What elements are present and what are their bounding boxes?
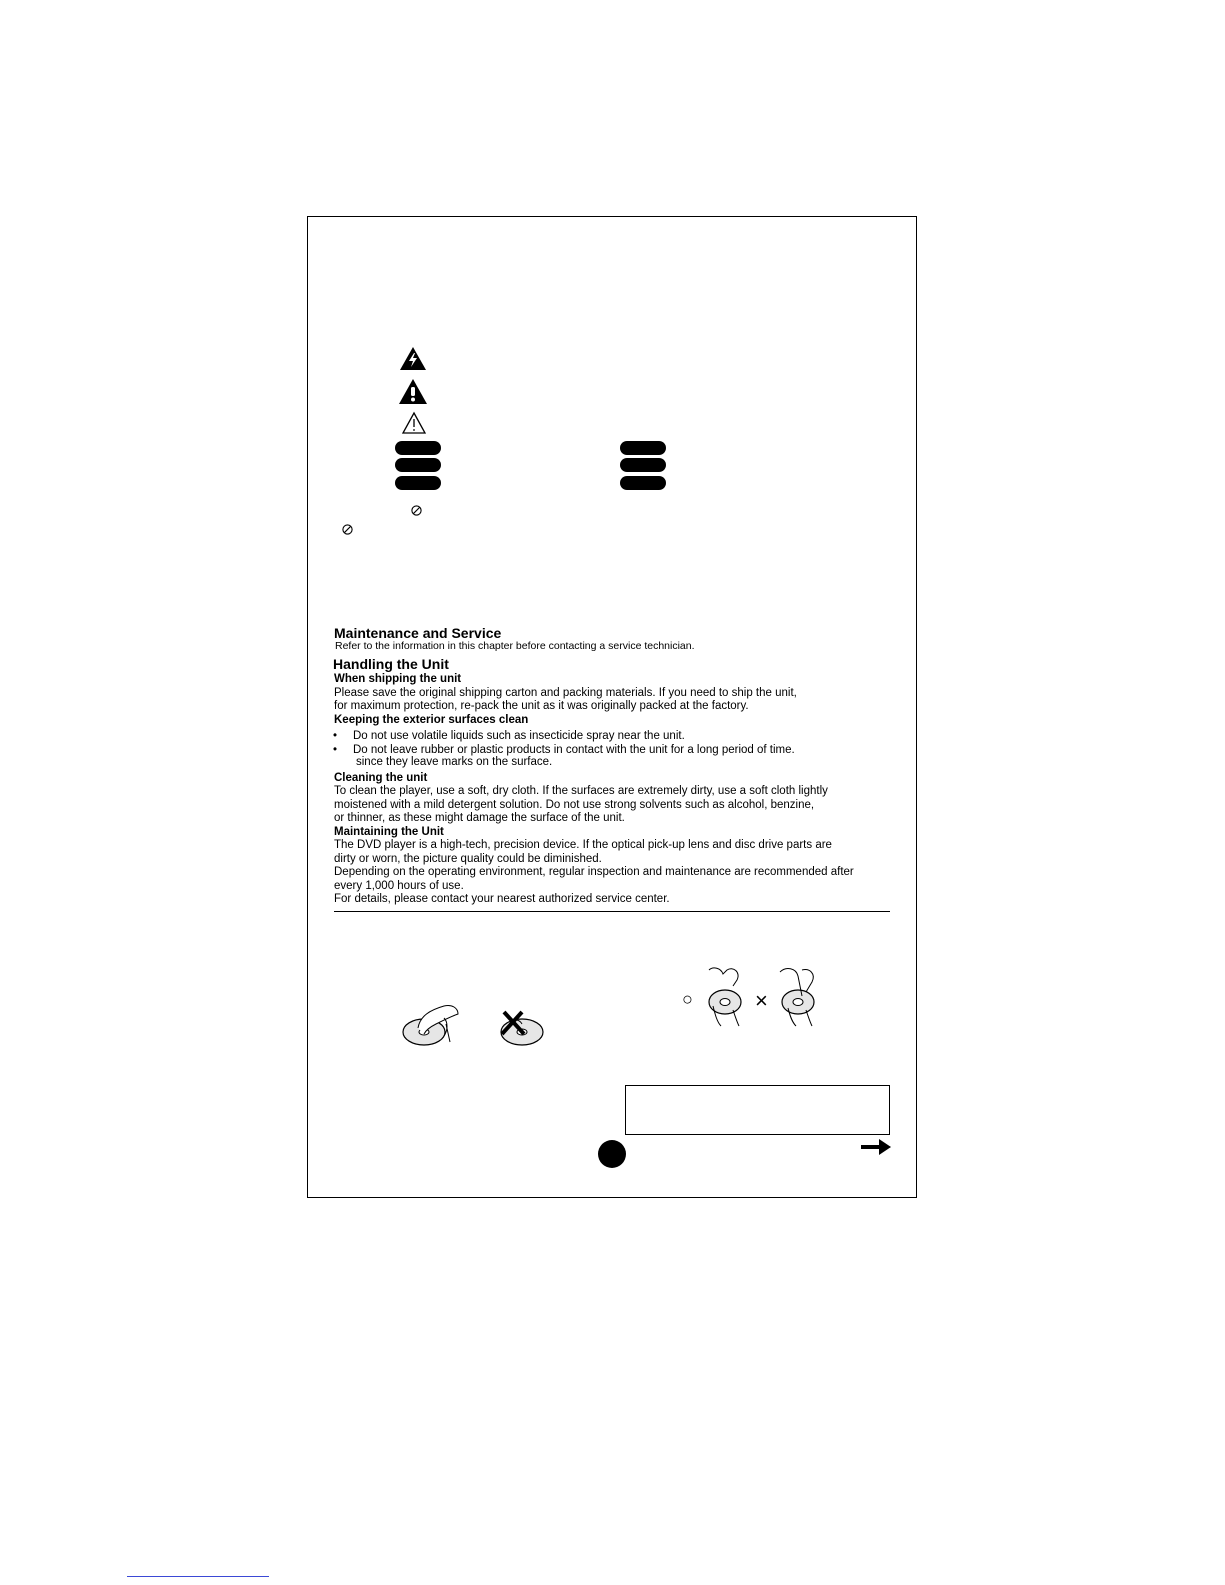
page-number-dot: [598, 1140, 626, 1168]
cleaning-line: moistened with a mild detergent solution. Do not use strong solvents such as alcohol, benzine,: [334, 799, 815, 811]
note-box: [625, 1085, 890, 1135]
disc-badge: [395, 441, 441, 455]
disc-grip-correct-icon: [703, 966, 749, 1028]
maintaining-line: every 1,000 hours of use.: [334, 880, 464, 892]
exterior-bullet: Do not use volatile liquids such as insecticide spray near the unit.: [353, 730, 685, 742]
bullet-marker: •: [333, 744, 338, 756]
cleaning-line: To clean the player, use a soft, dry cloth. If the surfaces are extremely dirty, use a soft cloth lightly: [334, 785, 828, 797]
maintaining-line: Depending on the operating environment, regular inspection and maintenance are recommended after: [334, 866, 854, 878]
disc-badge: [620, 441, 666, 455]
cleaning-title: Cleaning the unit: [334, 772, 428, 784]
caution-outline-icon: [402, 412, 426, 434]
incorrect-mark: ×: [755, 988, 768, 1013]
bottom-link-underline: [127, 1576, 269, 1577]
cleaning-line: or thinner, as these might damage the surface of the unit.: [334, 812, 625, 824]
shipping-line: Please save the original shipping carton and packing materials. If you need to ship the unit,: [334, 687, 797, 699]
maintaining-line: dirty or worn, the picture quality could be diminished.: [334, 853, 602, 865]
shipping-line: for maximum protection, re-pack the unit as it was originally packed at the factory.: [334, 700, 749, 712]
disc-hold-incorrect-icon: [496, 1008, 544, 1048]
exterior-bullet-continuation: since they leave marks on the surface.: [356, 756, 553, 768]
disc-badge: [395, 476, 441, 490]
exterior-title: Keeping the exterior surfaces clean: [334, 714, 529, 726]
disc-grip-incorrect-icon: [776, 966, 822, 1028]
lightning-warning-icon: [400, 347, 426, 370]
bullet-marker: •: [333, 730, 338, 742]
maintaining-line: The DVD player is a high-tech, precision device. If the optical pick-up lens and disc drive parts are: [334, 839, 832, 851]
exterior-bullet: Do not leave rubber or plastic products in contact with the unit for a long period of time.: [353, 744, 795, 756]
exclamation-warning-icon: [399, 379, 427, 404]
disc-badge: [620, 476, 666, 490]
disc-badge: [620, 458, 666, 472]
maintaining-title: Maintaining the Unit: [334, 826, 444, 838]
disc-hold-correct-icon: [400, 1002, 462, 1048]
section-divider: [334, 911, 890, 912]
section-intro: Refer to the information in this chapter before contacting a service technician.: [335, 640, 695, 652]
disc-badge: [395, 458, 441, 472]
maintaining-line: For details, please contact your nearest authorized service center.: [334, 893, 670, 905]
correct-mark: ○: [682, 989, 693, 1009]
arrow-right-icon[interactable]: [861, 1139, 891, 1155]
shipping-title: When shipping the unit: [334, 673, 462, 685]
handling-title: Handling the Unit: [333, 656, 449, 672]
prohibited-icon: [342, 524, 353, 535]
section-title: Maintenance and Service: [334, 625, 502, 641]
prohibited-icon: [411, 505, 422, 516]
